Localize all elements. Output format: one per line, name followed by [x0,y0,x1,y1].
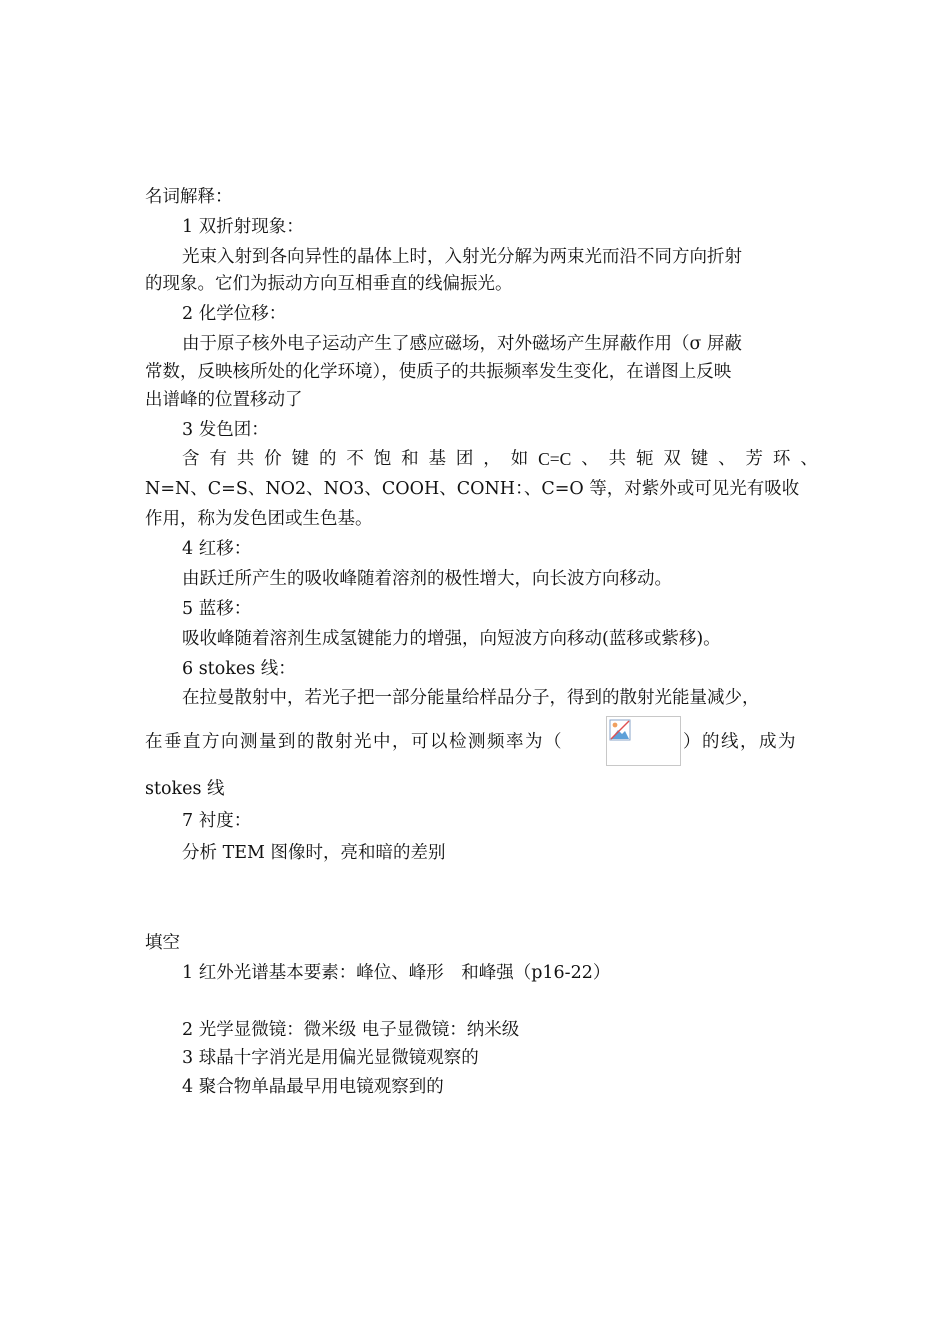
word: 、 [718,449,736,469]
word: 和 [401,449,419,469]
word: 饱 [373,449,392,469]
term-6-text-before-image: 在垂直方向测量到的散射光中，可以检测频率为（ [145,732,563,752]
term-4-title: 4 红移： [182,539,252,559]
word: 不 [346,449,364,469]
word: 键 [291,449,310,469]
word: 有 [209,449,227,469]
term-3-text-line: N=N、C=S、NO2、NO3、COOH、CONH：、C=O 等，对紫外或可见光有吸收 [145,479,800,499]
word: ， [483,449,501,469]
term-2-text-line: 由于原子核外电子运动产生了感应磁场，对外磁场产生屏蔽作用（σ 屏蔽 [182,334,743,354]
term-2-title: 2 化学位移： [182,304,287,324]
definitions-heading: 名词解释： [145,187,233,207]
word: 团 [455,449,474,469]
term-3-title: 3 发色团： [182,420,269,440]
word: 基 [428,449,447,469]
term-4-text-line: 由跃迁所产生的吸收峰随着溶剂的极性增大，向长波方向移动。 [182,569,672,589]
term-1-text-line: 光束入射到各向异性的晶体上时，入射光分解为两束光而沿不同方向折射 [182,247,742,267]
term-5-text-line: 吸收峰随着溶剂生成氢键能力的增强，向短波方向移动(蓝移或紫移)。 [182,629,721,649]
fill-in-item: 1 红外光谱基本要素：峰位、峰形 和峰强（p16-22） [182,963,611,983]
term-7-text-line: 分析 TEM 图像时，亮和暗的差别 [182,843,446,863]
term-6-text-line: stokes 线 [145,779,225,799]
broken-image-icon [609,719,631,741]
term-6-text-line: 在拉曼散射中，若光子把一部分能量给样品分子，得到的散射光能量减少， [182,688,760,708]
word: 双 [663,449,681,469]
word: 价 [264,449,282,469]
word: C=C [538,449,572,469]
term-6-text-after-image: ）的线，成为 [683,732,797,752]
fill-in-item: 4 聚合物单晶最早用电镜观察到的 [182,1077,444,1097]
word: 共 [608,449,627,469]
term-1-text-line: 的现象。它们为振动方向互相垂直的线偏振光。 [145,274,513,294]
word: 的 [318,449,337,469]
word: 、 [581,449,599,469]
fill-in-heading: 填空 [145,933,180,953]
word: 、 [800,449,818,469]
word: 共 [236,449,255,469]
term-1-title: 1 双折射现象： [182,217,304,237]
term-3-text-line: 作用，称为发色团或生色基。 [145,509,373,529]
word: 芳 [745,449,764,469]
word: 环 [772,449,791,469]
term-5-title: 5 蓝移： [182,599,252,619]
term-7-title: 7 衬度： [182,811,252,831]
term-6-title: 6 stokes 线： [182,659,296,679]
broken-image [606,716,681,766]
fill-in-item: 3 球晶十字消光是用偏光显微镜观察的 [182,1048,479,1068]
word: 键 [690,449,709,469]
word: 轭 [635,449,654,469]
term-3-justified-line [182,448,818,470]
fill-in-item: 2 光学显微镜：微米级 电子显微镜：纳米级 [182,1020,520,1040]
word: 如 [510,449,529,469]
term-2-text-line: 出谱峰的位置移动了 [145,390,303,410]
term-2-text-line: 常数，反映核所处的化学环境），使质子的共振频率发生变化，在谱图上反映 [145,362,732,382]
word: 含 [182,449,200,469]
